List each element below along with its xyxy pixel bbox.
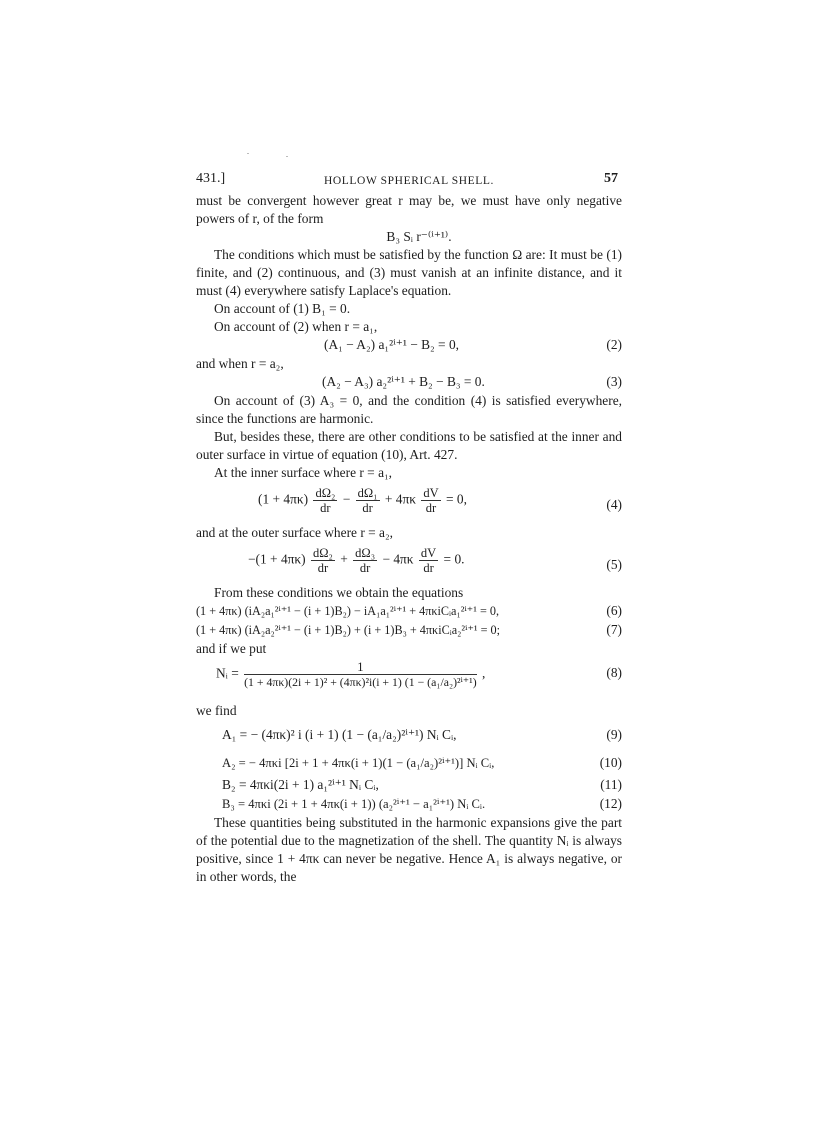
- fraction: [313, 486, 337, 515]
- book-page: [196, 170, 622, 886]
- paragraph: we find: [196, 703, 237, 718]
- equation-expression: (A₂ − A₃) a₂²ⁱ⁺¹ + B₂ − B₃ = 0.: [322, 374, 485, 389]
- equation-number: (12): [599, 796, 622, 811]
- denominator: dr: [320, 501, 331, 515]
- denominator: dr: [425, 501, 437, 515]
- numerator: 1: [244, 660, 477, 675]
- equation-number: (5): [606, 557, 622, 572]
- equation-expression: A₂ = − 4πκi [2i + 1 + 4πκ(i + 1)(1 − (a₁/a₂)²ⁱ⁺¹)] Nᵢ Cᵢ,: [222, 756, 495, 770]
- equation: [196, 776, 622, 795]
- numerator: dΩ₂: [312, 546, 333, 560]
- fraction: [356, 486, 380, 515]
- equation-term: +: [340, 551, 348, 567]
- paragraph: and at the outer surface where r = a₂,: [196, 525, 393, 540]
- fraction: [419, 546, 438, 575]
- fraction: [421, 486, 440, 515]
- paragraph: The conditions which must be satisfied by the function Ω are: It must be (1) finite, and (2) continuous, and (3) must vanish at an infinite distance, and it must (4) everywhere satisfy Laplace's equation.: [196, 247, 622, 298]
- equation: [196, 720, 622, 748]
- fraction: [244, 660, 477, 689]
- equation-term: + 4πκ: [384, 491, 416, 507]
- equation-expression: B₃ = 4πκi (2i + 1 + 4πκ(i + 1)) (a₂²ⁱ⁺¹ − a₁²ⁱ⁺¹) Nᵢ Cᵢ.: [222, 797, 486, 811]
- equation-expression: [216, 660, 485, 689]
- denominator: dr: [423, 561, 434, 575]
- numerator: dΩ₂: [315, 486, 336, 500]
- denominator: (1 + 4πκ)(2i + 1)² + (4πκ)²i(i + 1) (1 − (a₁/a₂)²ⁱ⁺¹): [244, 675, 477, 689]
- equation-number: (6): [606, 603, 622, 618]
- fraction: [353, 546, 377, 575]
- equation: B₃ Sᵢ r⁻⁽ⁱ⁺¹⁾.: [386, 229, 452, 244]
- equation-number: (7): [606, 622, 622, 637]
- paragraph: From these conditions we obtain the equations: [214, 585, 464, 600]
- numerator: dV: [420, 546, 437, 560]
- equation-term: Nᵢ =: [216, 665, 239, 681]
- equation-number: (11): [600, 777, 622, 792]
- equation-term: −: [342, 491, 351, 507]
- paragraph: On account of (1) B₁ = 0.: [214, 301, 351, 316]
- scan-speck: [247, 153, 249, 154]
- scan-speck: [286, 156, 288, 157]
- equation-term: (1 + 4πκ): [258, 491, 309, 507]
- equation-expression: (1 + 4πκ) (iA₂a₂²ⁱ⁺¹ − (i + 1)B₂) + (i + 1)B₃ + 4πκiCᵢa₂²ⁱ⁺¹ = 0;: [196, 623, 500, 637]
- equation-expression: [248, 546, 465, 575]
- equation: [196, 482, 622, 524]
- equation-number: (3): [606, 374, 622, 389]
- denominator: dr: [362, 501, 373, 515]
- paragraph: These quantities being substituted in the harmonic expansions give the part of the potential due to the magnetization of the shell. The quantity Nᵢ is always positive, since 1 + 4πκ can never be negative. Hence A₁ is always negative, or in other words, the: [196, 815, 622, 884]
- paragraph: But, besides these, there are other conditions to be satisfied at the inner and outer surface in virtue of equation (10), Art. 427.: [196, 429, 622, 462]
- fraction: [311, 546, 335, 575]
- equation-expression: (A₁ − A₂) a₁²ⁱ⁺¹ − B₂ = 0,: [324, 337, 459, 352]
- numerator: dΩ₃: [355, 546, 376, 560]
- running-header: [196, 170, 622, 192]
- equation-term: = 0,: [446, 491, 467, 507]
- equation-term: = 0.: [443, 551, 465, 567]
- denominator: dr: [317, 561, 329, 575]
- paragraph: On account of (2) when r = a₁,: [214, 319, 378, 334]
- paragraph: and if we put: [196, 641, 267, 656]
- numerator: dΩ₁: [357, 486, 378, 500]
- equation: [196, 373, 622, 392]
- denominator: dr: [359, 561, 371, 575]
- equation: [196, 336, 622, 355]
- equation-expression: [258, 486, 467, 515]
- equation-term: ,: [481, 665, 486, 681]
- equation-expression: (1 + 4πκ) (iA₂a₁²ⁱ⁺¹ − (i + 1)B₂) − iA₁a₁²ⁱ⁺¹ + 4πκiCᵢa₁²ⁱ⁺¹ = 0,: [196, 604, 500, 618]
- equation: [196, 602, 622, 621]
- paragraph: At the inner surface where r = a₁,: [214, 465, 393, 480]
- numerator: dV: [423, 486, 439, 500]
- section-number: 431.]: [196, 171, 226, 186]
- running-title: HOLLOW SPHERICAL SHELL.: [323, 175, 494, 187]
- equation-number: (8): [606, 665, 622, 680]
- equation: [196, 748, 622, 776]
- equation-number: (9): [606, 727, 622, 742]
- equation-expression: B₂ = 4πκi(2i + 1) a₁²ⁱ⁺¹ Nᵢ Cᵢ,: [222, 777, 379, 792]
- equation: [196, 658, 622, 702]
- equation-number: (2): [606, 337, 622, 352]
- page-number: 57: [604, 171, 618, 186]
- equation-expression: A₁ = − (4πκ)² i (i + 1) (1 − (a₁/a₂)²ⁱ⁺¹) Nᵢ Cᵢ,: [222, 727, 457, 742]
- equation: [196, 795, 622, 814]
- equation-term: −(1 + 4πκ): [248, 551, 306, 567]
- equation: [196, 542, 622, 584]
- equation-number: (10): [599, 755, 622, 770]
- equation-term: − 4πκ: [382, 551, 414, 567]
- paragraph: and when r = a₂,: [196, 356, 284, 371]
- paragraph: must be convergent however great r may be, we must have only negative powers of r, of the form: [196, 193, 622, 226]
- paragraph: On account of (3) A₃ = 0, and the condition (4) is satisfied everywhere, since the functions are harmonic.: [196, 393, 622, 426]
- equation: [196, 621, 622, 640]
- equation-number: (4): [606, 497, 622, 512]
